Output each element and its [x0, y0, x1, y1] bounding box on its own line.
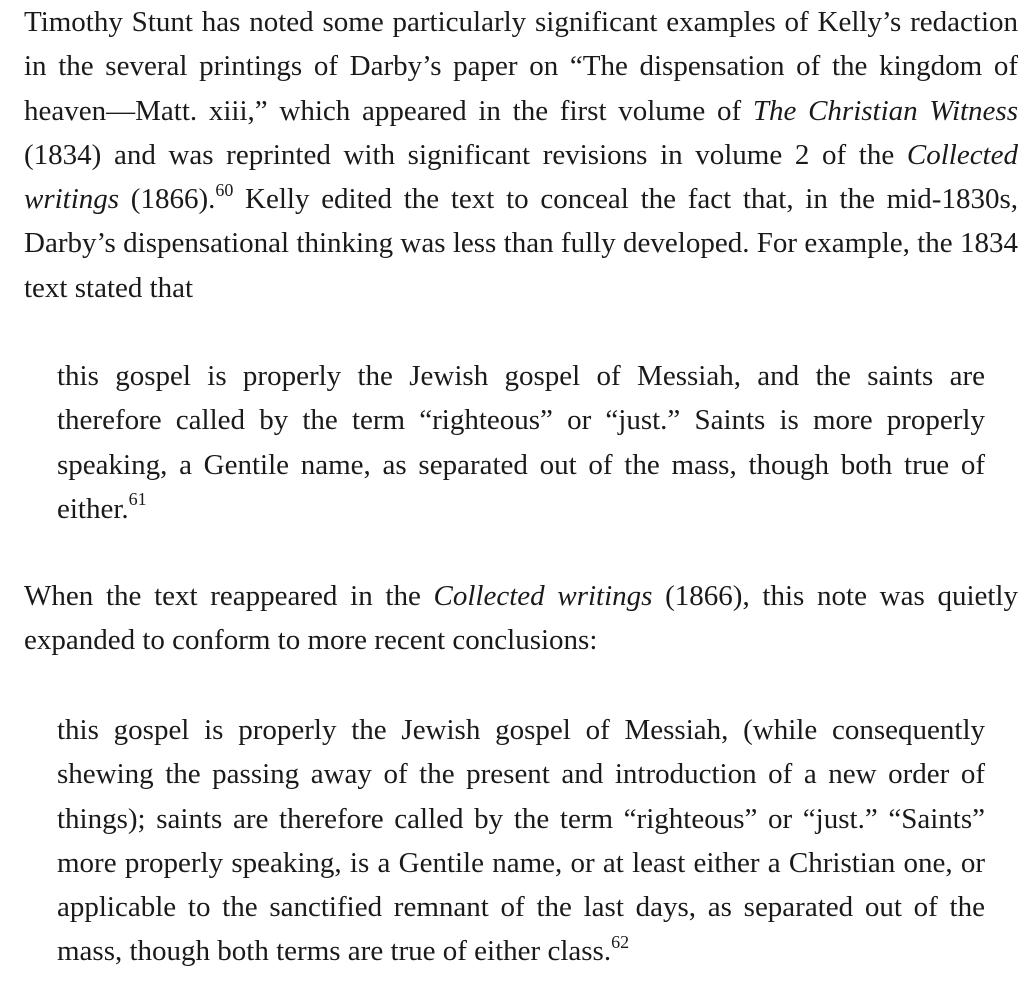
paragraph-text: (1866), this note was quietly expanded to conform to more recent conclusions:	[24, 580, 1018, 657]
italic-title: Collected writings	[24, 138, 1018, 216]
footnote-ref: 62	[611, 931, 630, 952]
quote-text: this gospel is properly the Jewish gospel of Messiah, and the saints are therefore called by the term “righteous” or “just.” Saints is more properly speaking, a Gentile name, as separated out of the mass, though both true of either.	[57, 360, 985, 525]
paragraph-text: (1866).	[119, 183, 216, 216]
body-paragraph-1	[24, 0, 1018, 310]
paragraph-text: When the text reappeared in the	[24, 580, 434, 612]
italic-title: Collected writings	[433, 580, 653, 612]
block-quote-2	[57, 708, 985, 974]
footnote-ref: 61	[128, 489, 147, 510]
footnote-ref: 60	[215, 179, 234, 200]
italic-title: The Christian Witness	[752, 94, 1018, 127]
paragraph-text: Kelly edited the text to conceal the fact that, in the mid-1830s, Darby’s dispensational thinking was less than fully developed. For example, the 1834 text stated that	[24, 183, 1018, 304]
body-paragraph-2	[24, 574, 1018, 663]
quote-text: this gospel is properly the Jewish gospel of Messiah, (while consequently shewing the passing away of the present and introduction of a new order of things); saints are therefore called by the term “righteous” or “just.” “Saints” more properly speaking, is a Gentile name, or at least either a Christian one, or applicable to the sanctified remnant of the last days, as separated out of the mass, though both terms are true of either class.	[57, 714, 985, 968]
block-quote-1	[57, 354, 985, 531]
paragraph-text: (1834) and was reprinted with significant revisions in volume 2 of the	[24, 138, 907, 171]
paragraph-text: Timothy Stunt has noted some particularly significant examples of Kelly’s redaction in the several printings of Darby’s paper on “The dispensation of the kingdom of heaven—Matt. xiii,” which appeared in the first volume of	[24, 6, 1018, 127]
